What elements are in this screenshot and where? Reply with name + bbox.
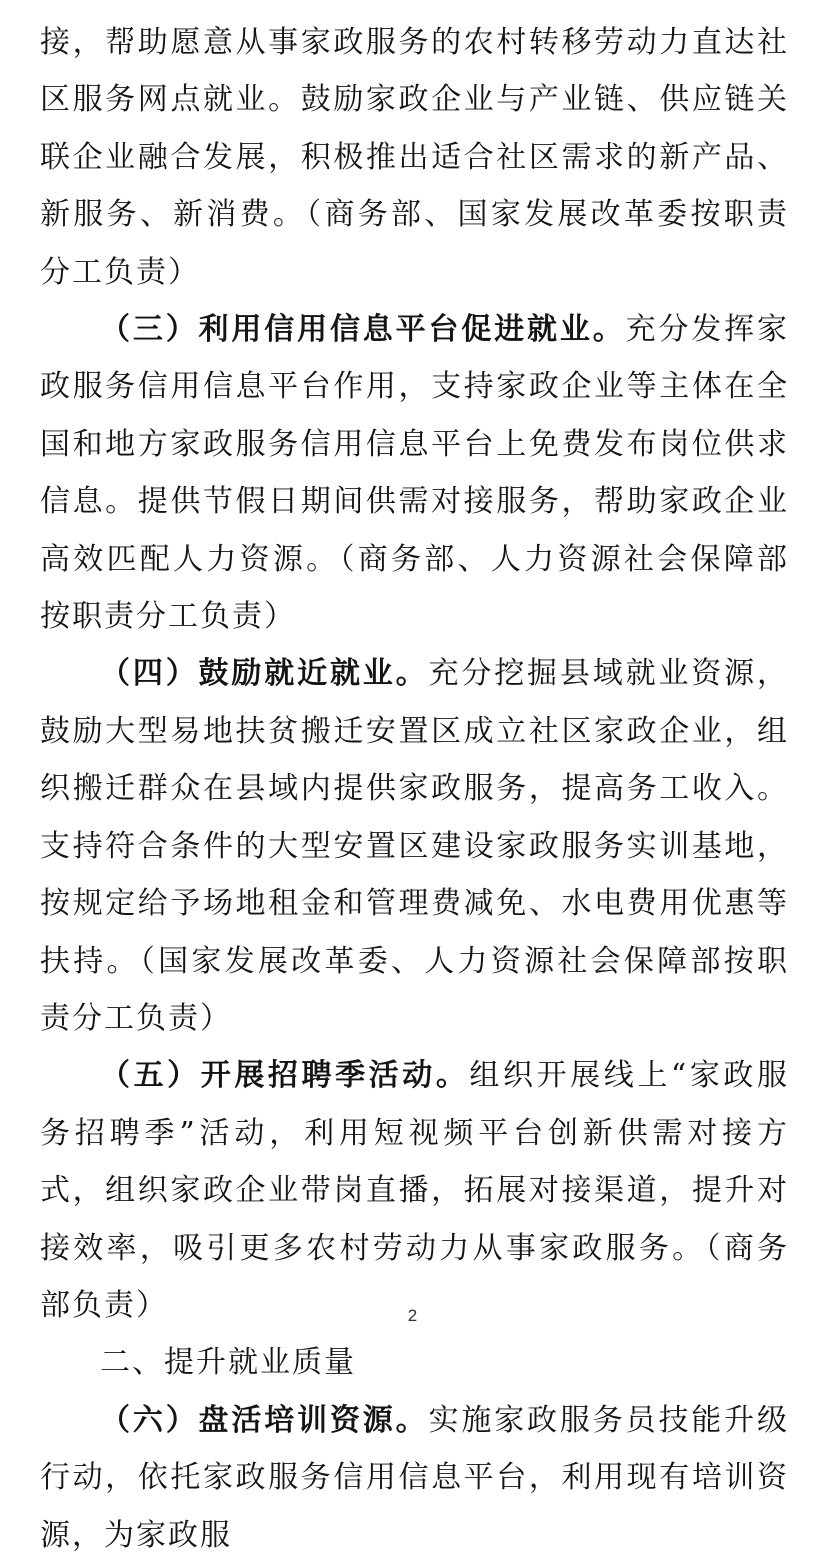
paragraph-body: 充分发挥家政服务信用信息平台作用，支持家政企业等主体在全国和地方家政服务信用信息平台上免费发布岗位供求信息。提供节假日期间供需对接服务，帮助家政企业高效匹配人力资源。（商务部、人力资源社会保障部按职责分工负责）	[40, 312, 790, 635]
paragraph-continuation	[40, 14, 789, 301]
page-number: 2	[407, 1306, 418, 1325]
item-heading-6: （六）盘活培训资源。	[100, 1402, 429, 1438]
paragraph-body: 实施家政服务员技能升级行动，依托家政服务信用信息平台，利用现有培训资源，为家政服	[40, 1402, 789, 1553]
paragraph-body: 组织开展线上“家政服务招聘季”活动，利用短视频平台创新供需对接方式，组织家政企业带岗直播，拓展对接渠道，提升对接效率，吸引更多农村劳动力从事家政服务。（商务部负责）	[40, 1058, 790, 1323]
section-title: 二、提升就业质量	[100, 1345, 356, 1381]
paragraph-item-4	[40, 645, 789, 1047]
paragraph-item-3	[40, 301, 789, 645]
paragraph-body: 充分挖掘县域就业资源，鼓励大型易地扶贫搬迁安置区成立社区家政企业，组织搬迁群众在县域内提供家政服务，提高务工收入。支持符合条件的大型安置区建设家政服务实训基地，按规定给予场地租金和管理费减免、水电费用优惠等扶持。（国家发展改革委、人力资源社会保障部按职责分工负责）	[40, 656, 789, 1036]
item-heading-5: （五）开展招聘季活动。	[100, 1058, 470, 1094]
paragraph-item-5	[40, 1047, 789, 1334]
paragraph-item-6	[40, 1392, 789, 1564]
item-heading-4: （四）鼓励就近就业。	[100, 656, 429, 692]
paragraph-body: 接，帮助愿意从事家政服务的农村转移劳动力直达社区服务网点就业。鼓励家政企业与产业链、供应链关联企业融合发展，积极推出适合社区需求的新产品、新服务、新消费。（商务部、国家发展改革委按职责分工负责）	[40, 25, 789, 290]
item-heading-3: （三）利用信用信息平台促进就业。	[100, 312, 626, 348]
